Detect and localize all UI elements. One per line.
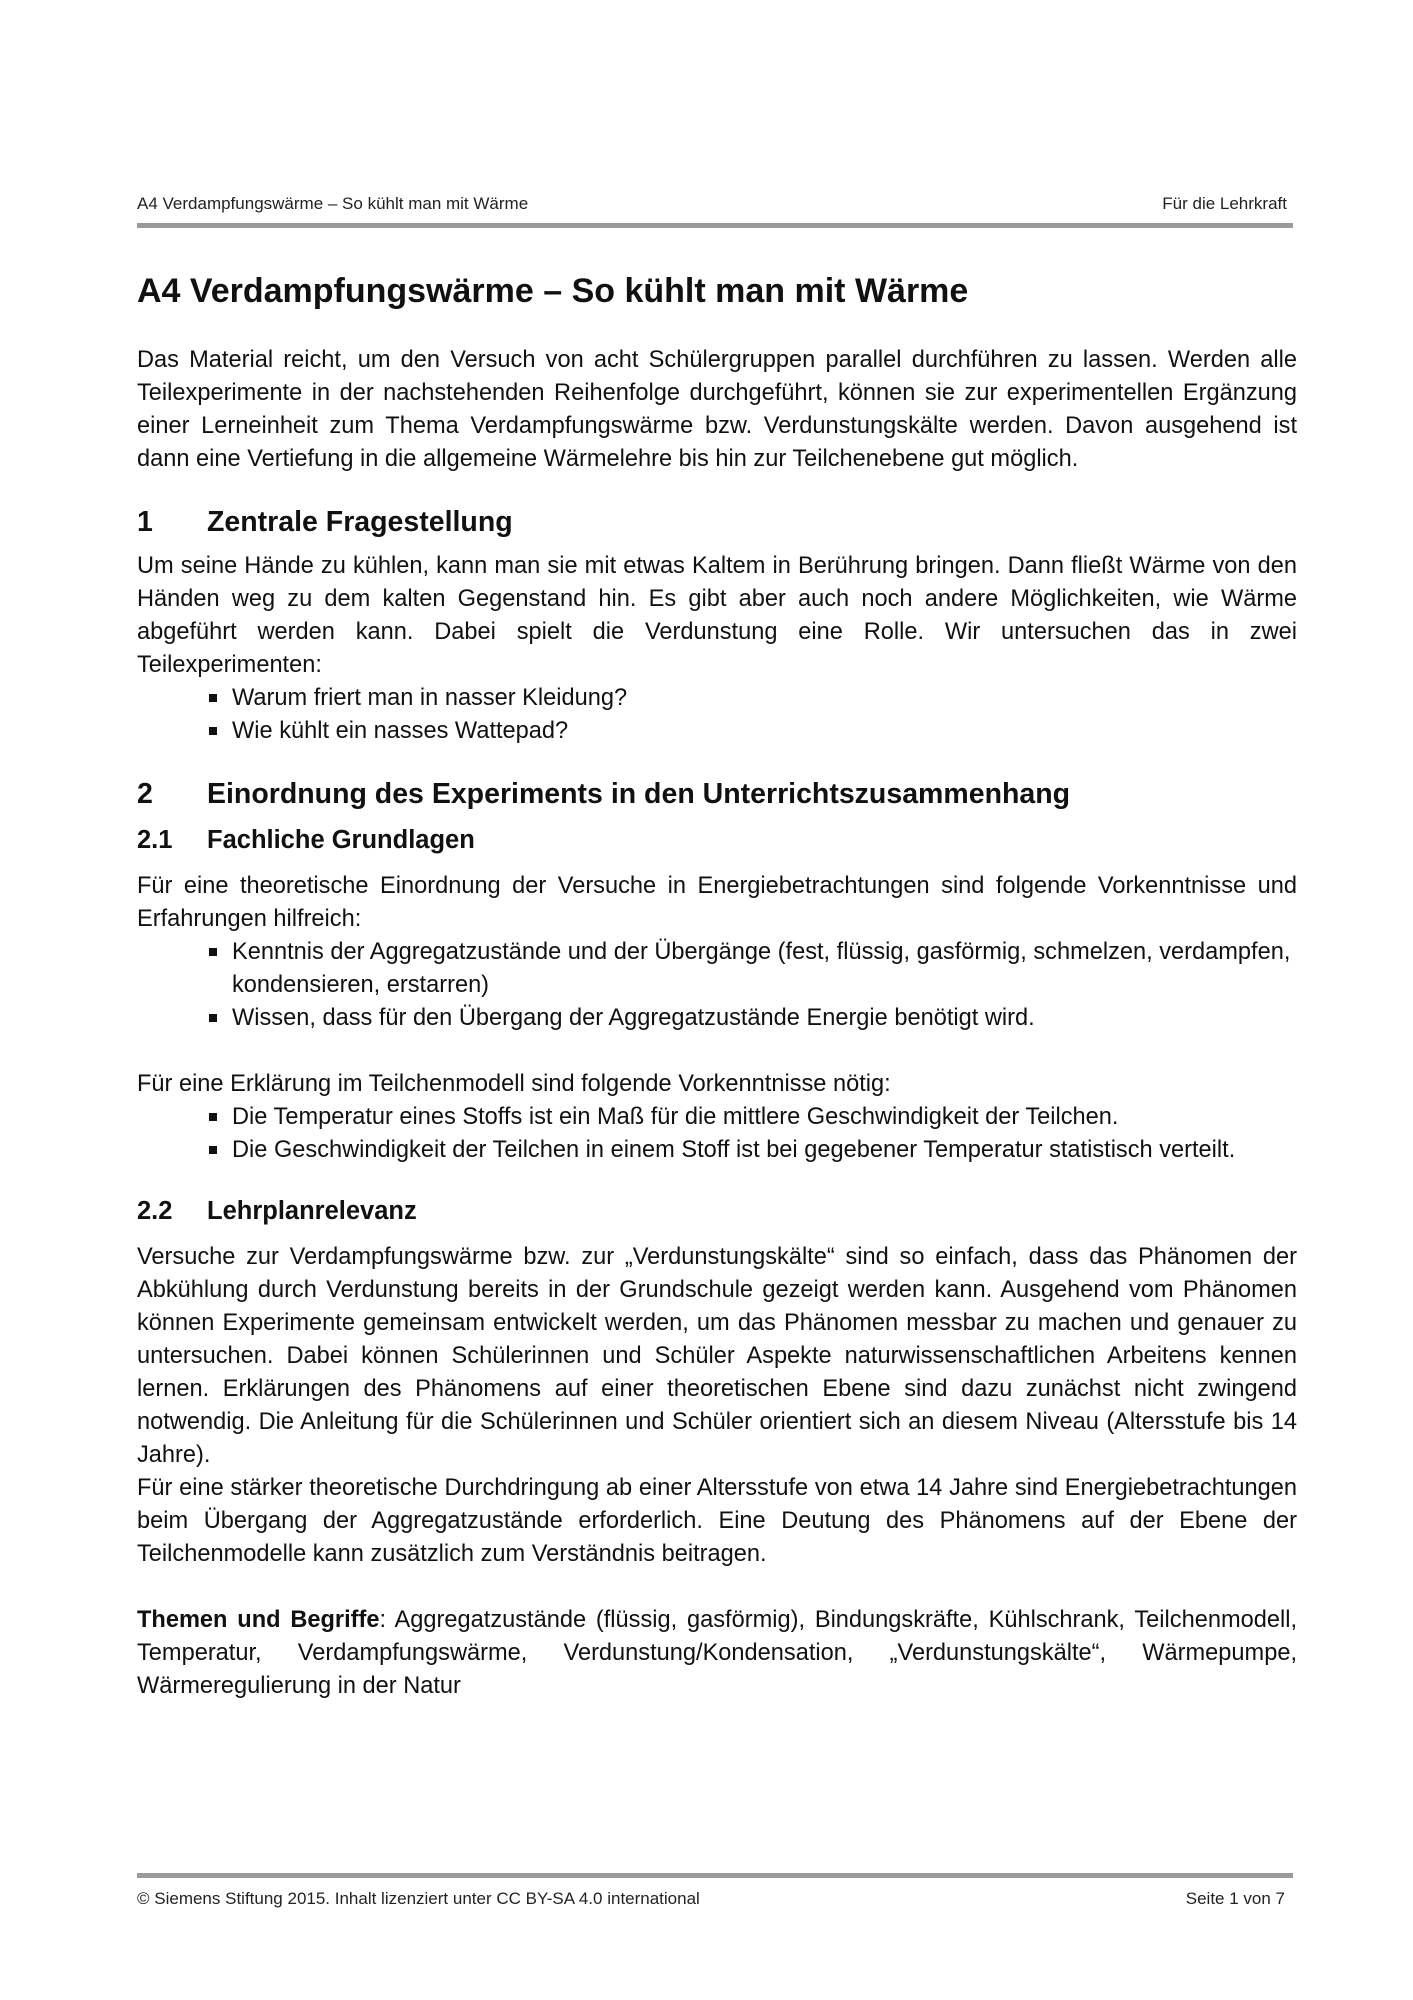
section-2-2-number: 2.2 — [137, 1197, 173, 1225]
section-1-title: Zentrale Fragestellung — [207, 506, 513, 538]
section-2-heading — [137, 774, 1297, 814]
header-audience: Für die Lehrkraft — [1162, 194, 1287, 213]
section-2-1-list-2 — [137, 1101, 1297, 1167]
list-item: Wie kühlt ein nasses Wattepad? — [207, 715, 1297, 748]
page-header — [137, 194, 1287, 214]
section-2-1-paragraph-2: Für eine Erklärung im Teilchenmodell sind folgende Vorkenntnisse nötig: — [137, 1071, 891, 1097]
section-1-number: 1 — [137, 506, 153, 538]
header-document-title: A4 Verdampfungswärme – So kühlt man mit Wärme — [137, 194, 529, 213]
bullet-icon — [209, 1014, 217, 1022]
section-2-1-number: 2.1 — [137, 826, 173, 854]
list-item: Die Temperatur eines Stoffs ist ein Maß für die mittlere Geschwindigkeit der Teilchen. — [207, 1101, 1297, 1134]
intro-paragraph: Das Material reicht, um den Versuch von acht Schülergruppen parallel durchführen zu lassen. Werden alle Teilexperimente in der nachstehenden Reihenfolge durchgeführt, können sie zur experimentellen Ergänzung einer Lerneinheit zum Thema Verdampfungswärme bzw. Verdunstungskälte werden. Davon ausgehend ist dann eine Vertiefung in die allgemeine Wärmelehre bis hin zur Teilchenebene gut möglich. — [137, 347, 1297, 472]
section-2-1-list-1 — [137, 936, 1297, 1035]
page-footer — [137, 1889, 1285, 1909]
bullet-icon — [209, 948, 217, 956]
list-item: Die Geschwindigkeit der Teilchen in einem Stoff ist bei gegebener Temperatur statistisch verteilt. — [207, 1134, 1297, 1167]
section-2-number: 2 — [137, 778, 153, 810]
section-2-1-heading — [137, 822, 1297, 858]
list-item: Wissen, dass für den Übergang der Aggregatzustände Energie benötigt wird. — [207, 1002, 1297, 1035]
page-title: A4 Verdampfungswärme – So kühlt man mit Wärme — [137, 272, 969, 310]
section-2-2-paragraph-2: Für eine stärker theoretische Durchdringung ab einer Altersstufe von etwa 14 Jahre sind Energiebetrachtungen beim Übergang der Aggregatzustände erforderlich. Eine Deutung des Phänomens auf der Ebene der Teilchenmodelle kann zusätzlich zum Verständnis beitragen. — [137, 1475, 1297, 1567]
section-2-1-paragraph-1: Für eine theoretische Einordnung der Versuche in Energiebetrachtungen sind folgende Vorkenntnisse und Erfahrungen hilfreich: — [137, 873, 1297, 932]
list-item: Warum friert man in nasser Kleidung? — [207, 682, 1297, 715]
topics-text: : Aggregatzustände (flüssig, gasförmig), Bindungskräfte, Kühlschrank, Teilchenmodell, Temperatur, Verdampfungswärme, Verdunstung/Kondensation, „Verdunstungskälte“, Wärmepumpe, Wärmeregulierung in der Natur — [137, 1607, 1297, 1699]
bullet-icon — [209, 1146, 217, 1154]
section-2-2-heading — [137, 1193, 1297, 1229]
footer-rule — [137, 1873, 1293, 1878]
footer-page-number: Seite 1 von 7 — [1185, 1889, 1285, 1908]
section-1-paragraph: Um seine Hände zu kühlen, kann man sie mit etwas Kaltem in Berührung bringen. Dann fließt Wärme von den Händen weg zu dem kalten Gegenstand hin. Es gibt aber auch noch andere Möglichkeiten, wie Wärme abgeführt werden kann. Dabei spielt die Verdunstung eine Rolle. Wir untersuchen das in zwei Teilexperimenten: — [137, 553, 1297, 678]
section-2-1-title: Fachliche Grundlagen — [207, 826, 475, 854]
section-1-list — [137, 682, 1297, 748]
section-2-2-title: Lehrplanrelevanz — [207, 1197, 417, 1225]
section-1-heading — [137, 502, 1297, 542]
bullet-icon — [209, 694, 217, 702]
section-2-title: Einordnung des Experiments in den Unterrichtszusammenhang — [207, 778, 1071, 810]
header-rule — [137, 223, 1293, 228]
footer-license: © Siemens Stiftung 2015. Inhalt lizenziert unter CC BY-SA 4.0 international — [137, 1889, 700, 1908]
bullet-icon — [209, 727, 217, 735]
bullet-icon — [209, 1113, 217, 1121]
topics-paragraph — [137, 1604, 1297, 1703]
list-item: Kenntnis der Aggregatzustände und der Übergänge (fest, flüssig, gasförmig, schmelzen, verdampfen, kondensieren, erstarren) — [207, 936, 1297, 1002]
topics-label: Themen und Begriffe — [137, 1607, 380, 1633]
section-2-2-paragraph-1: Versuche zur Verdampfungswärme bzw. zur „Verdunstungskälte“ sind so einfach, dass das Phänomen der Abkühlung durch Verdunstung bereits in der Grundschule gezeigt werden kann. Ausgehend vom Phänomen können Experimente gemeinsam entwickelt werden, um das Phänomen messbar zu machen und genauer zu untersuchen. Dabei können Schülerinnen und Schüler Aspekte naturwissenschaftlichen Arbeitens kennen lernen. Erklärungen des Phänomens auf einer theoretischen Ebene sind dazu zunächst nicht zwingend notwendig. Die Anleitung für die Schülerinnen und Schüler orientiert sich an diesem Niveau (Altersstufe bis 14 Jahre). — [137, 1244, 1297, 1468]
document-body — [137, 267, 1297, 1703]
